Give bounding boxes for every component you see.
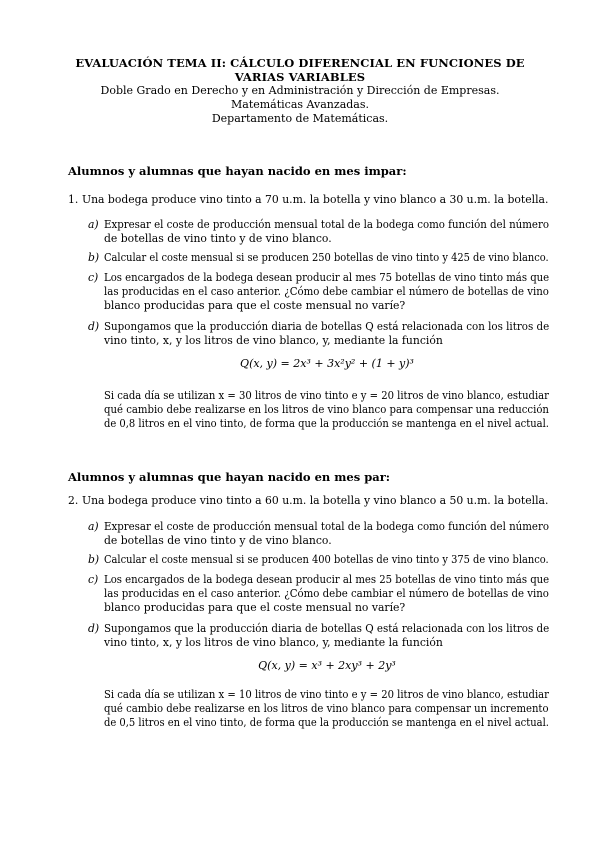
item-2c-line-1: Los encargados de la bodega desean producir al mes 25 botellas de vino tinto más que: [104, 573, 550, 586]
title-line-1: EVALUACIÓN TEMA II: CÁLCULO DIFERENCIAL EN FUNCIONES DE: [75, 56, 525, 70]
item-1a-line-1: Expresar el coste de producción mensual total de la bodega como función del número: [104, 218, 549, 231]
item-1b-label: b): [88, 251, 100, 264]
section-2-heading: Alumnos y alumnas que hayan nacido en mes par:: [68, 470, 391, 484]
problem-2-number: 2.: [68, 494, 79, 507]
item-1c-line-3: blanco producidas para que el coste mensual no varíe?: [104, 299, 406, 312]
item-1c-line-2: las producidas en el caso anterior. ¿Cómo debe cambiar el número de botellas de vino: [104, 285, 549, 298]
department-line: Departamento de Matemáticas.: [211, 112, 389, 125]
formula-1: Q(x, y) = 2x³ + 3x²y² + (1 + y)³: [240, 357, 414, 370]
item-1b-line-1: Calcular el coste mensual si se producen 250 botellas de vino tinto y 425 de vino blanco.: [104, 251, 549, 264]
section-1-heading: Alumnos y alumnas que hayan nacido en mes impar:: [68, 164, 407, 178]
item-1c-label: c): [88, 271, 99, 284]
formula-2: Q(x, y) = x³ + 2xy³ + 2y³: [258, 659, 396, 672]
item-2a-line-2: de botellas de vino tinto y de vino blanco.: [104, 534, 332, 547]
degree-line: Doble Grado en Derecho y en Administración y Dirección de Empresas.: [100, 84, 500, 97]
item-2d-line-3: Si cada día se utilizan x = 10 litros de vino tinto e y = 20 litros de vino blanco, estudiar: [104, 688, 549, 701]
item-2a-label: a): [88, 520, 99, 533]
problem-2-intro: Una bodega produce vino tinto a 60 u.m. la botella y vino blanco a 50 u.m. la botella.: [82, 494, 549, 507]
item-1d-line-4: qué cambio debe realizarse en los litros de vino blanco para compensar una reducción: [104, 403, 549, 416]
problem-1-intro: Una bodega produce vino tinto a 70 u.m. la botella y vino blanco a 30 u.m. la botella.: [82, 193, 549, 206]
course-line: Matemáticas Avanzadas.: [231, 98, 369, 111]
item-2d-line-1: Supongamos que la producción diaria de botellas Q está relacionada con los litros de: [104, 622, 550, 635]
item-1d-label: d): [88, 320, 100, 333]
item-2d-line-2: vino tinto, x, y los litros de vino blanco, y, mediante la función: [104, 636, 443, 649]
item-2b-label: b): [88, 553, 100, 566]
item-2d-label: d): [88, 622, 100, 635]
problem-1-number: 1.: [68, 193, 79, 206]
item-1d-line-3: Si cada día se utilizan x = 30 litros de vino tinto e y = 20 litros de vino blanco, estudiar: [104, 389, 549, 402]
item-2c-label: c): [88, 573, 99, 586]
item-2d-line-4: qué cambio debe realizarse en los litros de vino blanco para compensar un incremento: [104, 702, 549, 715]
item-1d-line-2: vino tinto, x, y los litros de vino blanco, y, mediante la función: [104, 334, 443, 347]
title-line-2: VARIAS VARIABLES: [234, 70, 366, 84]
item-1c-line-1: Los encargados de la bodega desean producir al mes 75 botellas de vino tinto más que: [104, 271, 550, 284]
item-1a-label: a): [88, 218, 99, 231]
item-2d-line-5: de 0,5 litros en el vino tinto, de forma que la producción se mantenga en el nivel actual.: [104, 716, 549, 729]
item-2b-line-1: Calcular el coste mensual si se producen 400 botellas de vino tinto y 375 de vino blanco.: [104, 553, 549, 566]
item-1d-line-1: Supongamos que la producción diaria de botellas Q está relacionada con los litros de: [104, 320, 550, 333]
item-2c-line-3: blanco producidas para que el coste mensual no varíe?: [104, 601, 406, 614]
item-1d-line-5: de 0,8 litros en el vino tinto, de forma que la producción se mantenga en el nivel actual.: [104, 417, 549, 430]
item-2c-line-2: las producidas en el caso anterior. ¿Cómo debe cambiar el número de botellas de vino: [104, 587, 549, 600]
item-1a-line-2: de botellas de vino tinto y de vino blanco.: [104, 232, 332, 245]
item-2a-line-1: Expresar el coste de producción mensual total de la bodega como función del número: [104, 520, 549, 533]
